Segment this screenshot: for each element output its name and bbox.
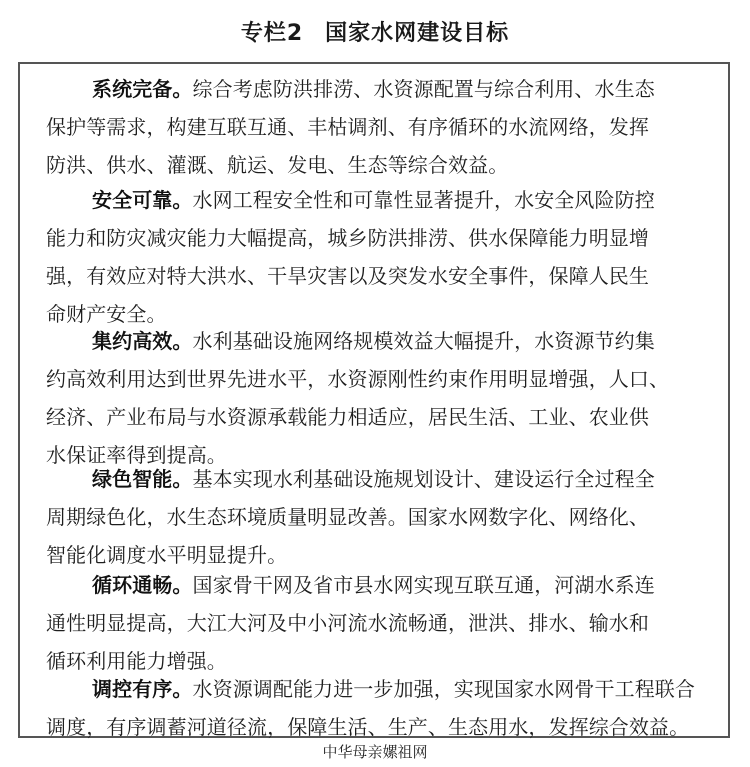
paragraph-line: 通性明显提高，大江大河及中小河流水流畅通，泄洪、排水、输水和 [46,611,649,635]
paragraph-line [46,322,726,360]
paragraph-line: 循环利用能力增强。 [46,649,227,673]
paragraph-line: 强，有效应对特大洪水、干旱灾害以及突发水安全事件，保障人民生 [46,264,649,288]
section-orderly-regulation [46,670,726,746]
title-text: 国家水网建设目标 [325,21,510,46]
section-circulation-smooth [46,566,726,680]
section-text: 水资源调配能力进一步加强，实现国家水网骨干工程联合 [192,677,695,701]
watermark-text: 中华母亲嫘祖网 [322,743,428,761]
paragraph-line [46,70,726,108]
paragraph-line: 能力和防灾减灾能力大幅提高，城乡防洪排涝、供水保障能力明显增 [46,226,649,250]
content-box [18,62,730,738]
paragraph-line: 防洪、供水、灌溉、航运、发电、生态等综合效益。 [46,153,509,177]
section-text: 水利基础设施网络规模效益大幅提升，水资源节约集 [192,329,655,353]
paragraph-line: 水保证率得到提高。 [46,443,227,467]
section-heading: 集约高效。 [92,329,193,353]
paragraph-line: 调度，有序调蓄河道径流，保障生活、生产、生态用水，发挥综合效益。 [46,715,690,739]
section-heading: 安全可靠。 [92,188,193,212]
page-title [0,16,750,47]
section-text: 国家骨干网及省市县水网实现互联互通，河湖水系连 [192,573,655,597]
title-label: 专栏2 [240,21,304,46]
paragraph-line: 命财产安全。 [46,302,167,326]
paragraph-line: 经济、产业布局与水资源承载能力相适应，居民生活、工业、农业供 [46,405,649,429]
paragraph-line: 智能化调度水平明显提升。 [46,543,288,567]
paragraph-line: 约高效利用达到世界先进水平，水资源刚性约束作用明显增强，人口、 [46,367,670,391]
section-heading: 系统完备。 [92,77,193,101]
section-heading: 绿色智能。 [92,467,193,491]
section-heading: 调控有序。 [92,677,193,701]
section-intensive-efficient [46,322,726,474]
paragraph-line [46,181,726,219]
section-text: 综合考虑防洪排涝、水资源配置与综合利用、水生态 [192,77,655,101]
section-heading: 循环通畅。 [92,573,193,597]
paragraph-line: 保护等需求，构建互联互通、丰枯调剂、有序循环的水流网络，发挥 [46,115,649,139]
paragraph-line [46,460,726,498]
section-green-smart [46,460,726,574]
paragraph-line: 周期绿色化，水生态环境质量明显改善。国家水网数字化、网络化、 [46,505,649,529]
section-text: 基本实现水利基础设施规划设计、建设运行全过程全 [192,467,655,491]
paragraph-line [46,566,726,604]
section-safe-reliable [46,181,726,333]
section-system-complete [46,70,726,184]
paragraph-line [46,670,726,708]
section-text: 水网工程安全性和可靠性显著提升，水安全风险防控 [192,188,655,212]
